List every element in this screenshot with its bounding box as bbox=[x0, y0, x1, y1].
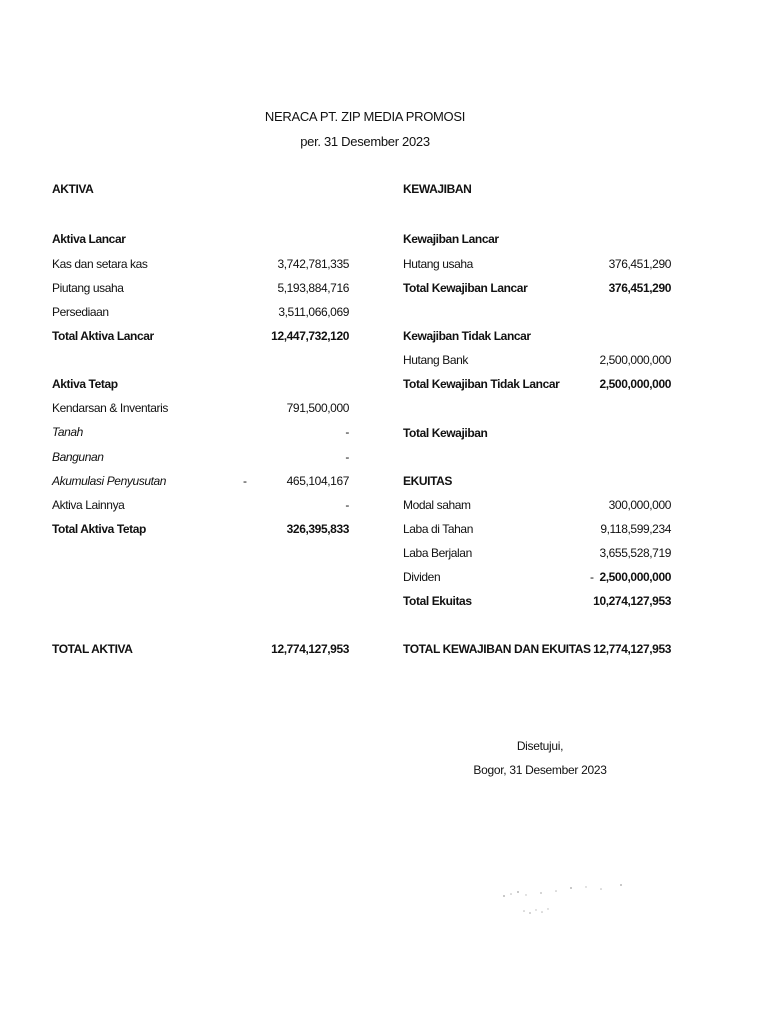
kendaraan-value: 791,500,000 bbox=[286, 401, 349, 415]
dividen-value: 2,500,000,000 bbox=[599, 570, 671, 584]
kendaraan-row bbox=[52, 399, 362, 417]
total-kewajiban-tidak-lancar-label: Total Kewajiban Tidak Lancar bbox=[403, 377, 560, 391]
bangunan-row bbox=[52, 448, 362, 466]
tanah-label: Tanah bbox=[52, 425, 83, 439]
approval-text: Disetujui, bbox=[516, 739, 564, 753]
hutang-usaha-label: Hutang usaha bbox=[403, 257, 473, 271]
total-kewajiban-ekuitas-label: TOTAL KEWAJIBAN DAN EKUITAS bbox=[403, 642, 591, 656]
hutang-usaha-value: 376,451,290 bbox=[608, 257, 671, 271]
total-ekuitas-value: 10,274,127,953 bbox=[593, 594, 671, 608]
laba-berjalan-row bbox=[403, 544, 683, 562]
aktiva-tetap-heading: Aktiva Tetap bbox=[52, 377, 118, 391]
kas-row bbox=[52, 255, 362, 273]
lainnya-label: Aktiva Lainnya bbox=[52, 498, 125, 512]
modal-value: 300,000,000 bbox=[608, 498, 671, 512]
aktiva-column bbox=[52, 0, 362, 1024]
hutang-bank-value: 2,500,000,000 bbox=[599, 353, 671, 367]
place-date: Bogor, 31 Desember 2023 bbox=[473, 763, 607, 777]
aktiva-heading: AKTIVA bbox=[52, 182, 94, 196]
kewajiban-lancar-heading: Kewajiban Lancar bbox=[403, 232, 499, 246]
faint-signature bbox=[496, 878, 636, 928]
kas-value: 3,742,781,335 bbox=[277, 257, 349, 271]
total-aktiva-tetap-label: Total Aktiva Tetap bbox=[52, 522, 146, 536]
total-kewajiban-lancar-label: Total Kewajiban Lancar bbox=[403, 281, 528, 295]
persediaan-row bbox=[52, 303, 362, 321]
tanah-value: - bbox=[345, 425, 349, 439]
kewajiban-column bbox=[403, 0, 683, 1024]
laba-berjalan-label: Laba Berjalan bbox=[403, 546, 472, 560]
total-aktiva-lancar-row bbox=[52, 327, 362, 345]
total-aktiva-row bbox=[52, 640, 362, 658]
total-kewajiban-ekuitas-row bbox=[403, 640, 683, 658]
piutang-value: 5,193,884,716 bbox=[277, 281, 349, 295]
kewajiban-tidak-lancar-heading: Kewajiban Tidak Lancar bbox=[403, 329, 531, 343]
dividen-row bbox=[403, 568, 683, 586]
total-kewajiban-ekuitas-value: 12,774,127,953 bbox=[593, 642, 671, 656]
persediaan-value: 3,511,066,069 bbox=[278, 305, 349, 319]
laba-ditahan-label: Laba di Tahan bbox=[403, 522, 473, 536]
document-title: NERACA PT. ZIP MEDIA PROMOSI bbox=[264, 109, 466, 124]
total-kewajiban-tidak-lancar-row bbox=[403, 375, 683, 393]
kendaraan-label: Kendarsan & Inventaris bbox=[52, 401, 168, 415]
akumulasi-value: 465,104,167 bbox=[286, 474, 349, 488]
dividen-label: Dividen bbox=[403, 570, 441, 584]
piutang-label: Piutang usaha bbox=[52, 281, 124, 295]
total-kewajiban-row bbox=[403, 424, 683, 442]
total-ekuitas-label: Total Ekuitas bbox=[403, 594, 472, 608]
piutang-row bbox=[52, 279, 362, 297]
total-aktiva-value: 12,774,127,953 bbox=[271, 642, 349, 656]
total-aktiva-lancar-label: Total Aktiva Lancar bbox=[52, 329, 154, 343]
lainnya-value: - bbox=[345, 498, 349, 512]
kewajiban-heading: KEWAJIBAN bbox=[403, 182, 472, 196]
total-aktiva-tetap-row bbox=[52, 520, 362, 538]
laba-ditahan-value: 9,118,599,234 bbox=[600, 522, 671, 536]
document-subtitle: per. 31 Desember 2023 bbox=[300, 134, 430, 149]
laba-ditahan-row bbox=[403, 520, 683, 538]
modal-row bbox=[403, 496, 683, 514]
laba-berjalan-value: 3,655,528,719 bbox=[599, 546, 671, 560]
hutang-bank-row bbox=[403, 351, 683, 369]
aktiva-lancar-heading: Aktiva Lancar bbox=[52, 232, 126, 246]
total-kewajiban-lancar-value: 376,451,290 bbox=[608, 281, 671, 295]
total-aktiva-label: TOTAL AKTIVA bbox=[52, 642, 133, 656]
hutang-bank-label: Hutang Bank bbox=[403, 353, 468, 367]
bangunan-value: - bbox=[345, 450, 349, 464]
dividen-minus: - bbox=[590, 570, 594, 584]
akumulasi-row bbox=[52, 472, 362, 490]
total-kewajiban-lancar-row bbox=[403, 279, 683, 297]
tanah-row bbox=[52, 423, 362, 441]
total-aktiva-lancar-value: 12,447,732,120 bbox=[271, 329, 349, 343]
modal-label: Modal saham bbox=[403, 498, 471, 512]
hutang-usaha-row bbox=[403, 255, 683, 273]
total-aktiva-tetap-value: 326,395,833 bbox=[286, 522, 349, 536]
kas-label: Kas dan setara kas bbox=[52, 257, 148, 271]
lainnya-row bbox=[52, 496, 362, 514]
total-kewajiban-label: Total Kewajiban bbox=[403, 426, 488, 440]
persediaan-label: Persediaan bbox=[52, 305, 109, 319]
ekuitas-heading: EKUITAS bbox=[403, 474, 452, 488]
akumulasi-minus: - bbox=[243, 474, 247, 488]
total-ekuitas-row bbox=[403, 592, 683, 610]
bangunan-label: Bangunan bbox=[52, 450, 104, 464]
akumulasi-label: Akumulasi Penyusutan bbox=[52, 474, 167, 488]
total-kewajiban-tidak-lancar-value: 2,500,000,000 bbox=[599, 377, 671, 391]
